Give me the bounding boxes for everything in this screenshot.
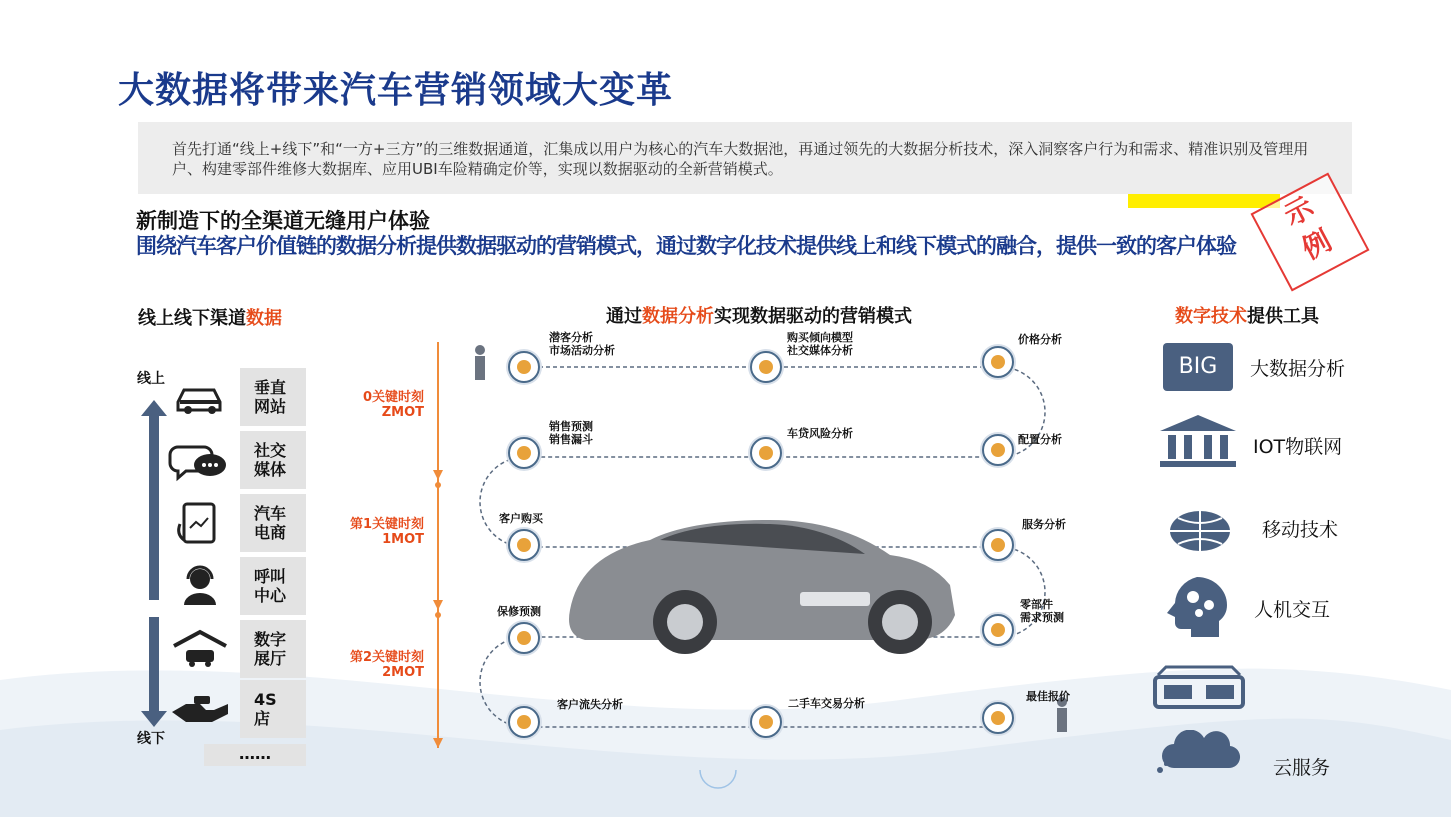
tools-heading-highlight: 数字技术 — [1175, 306, 1247, 327]
flow-node-line: 客户流失分析 — [557, 698, 623, 711]
flow-node-line: 服务分析 — [1022, 518, 1066, 531]
tool-label: 大数据分析 — [1250, 358, 1346, 380]
flow-node-icon — [508, 529, 540, 561]
channel-name: 4S店 — [240, 680, 306, 738]
car-illustration — [569, 520, 955, 654]
moment-2mot: 第2关键时刻 2MOT — [349, 650, 424, 680]
flow-node-label — [1018, 333, 1062, 346]
flow-node-line: 需求预测 — [1020, 611, 1064, 624]
flow-node-label — [1026, 690, 1070, 703]
flow-node-icon — [750, 706, 782, 738]
flow-node-line: 零部件 — [1020, 598, 1053, 611]
node-dot — [991, 623, 1005, 637]
tablet-touch-icon — [160, 494, 240, 552]
flow-node-line: 市场活动分析 — [549, 344, 615, 357]
flow-node-icon — [508, 437, 540, 469]
flow-node-line: 销售预测 — [549, 420, 593, 433]
node-dot — [517, 360, 531, 374]
analysis-heading-suffix: 实现数据驱动的营销模式 — [714, 306, 912, 327]
offline-label: 线下 — [137, 731, 165, 747]
flow-node-label — [497, 605, 541, 618]
tool-label: IOT物联网 — [1253, 436, 1343, 458]
node-dot — [991, 538, 1005, 552]
flow-node-line: 销售漏斗 — [549, 433, 593, 446]
intro-text: 首先打通“线上+线下”和“一方+三方”的三维数据通道，汇集成以用户为核心的汽车大数据池，再通过领先的大数据分析技术，深入洞察客户行为和需求、精准识别及管理用户、构建零部件维修大数据库、应用UBI车险精确定价等，实现以数据驱动的全新营销模式。 — [172, 140, 1309, 178]
channel-name: 汽车电商 — [240, 494, 306, 552]
flow-node-icon — [508, 351, 540, 383]
channels-heading-highlight: 数据 — [246, 308, 282, 329]
channel-row — [160, 620, 306, 678]
flow-node-line: 配置分析 — [1018, 433, 1062, 446]
page-title: 大数据将带来汽车营销领域大变革 — [118, 70, 674, 111]
flow-node-icon — [982, 529, 1014, 561]
flow-node-icon — [750, 437, 782, 469]
headset-icon — [160, 557, 240, 615]
flow-node-label — [787, 427, 853, 440]
flow-node-line: 保修预测 — [497, 605, 541, 618]
flow-node-label — [788, 697, 865, 710]
analysis-heading — [606, 302, 912, 328]
flow-node-icon — [982, 702, 1014, 734]
tools-heading-suffix: 提供工具 — [1247, 306, 1319, 327]
channel-row — [160, 368, 306, 426]
flow-node-icon — [982, 434, 1014, 466]
tool-label: 人机交互 — [1254, 599, 1331, 621]
channel-row — [160, 557, 306, 615]
node-dot — [759, 360, 773, 374]
flow-node-label — [1018, 433, 1062, 446]
channel-name: 社交媒体 — [240, 431, 306, 489]
bank-building-icon — [1158, 413, 1238, 469]
node-dot — [759, 446, 773, 460]
section-subtitle: 新制造下的全渠道无缝用户体验 — [136, 209, 430, 233]
channel-name: 呼叫中心 — [240, 557, 306, 615]
flow-node-label — [499, 512, 543, 525]
analysis-flow — [440, 330, 1130, 770]
node-dot — [517, 538, 531, 552]
analysis-heading-highlight: 数据分析 — [642, 306, 714, 327]
node-dot — [991, 711, 1005, 725]
flow-node-label — [549, 331, 615, 357]
flow-node-label — [557, 698, 623, 711]
moment-zmot: 0关键时刻 ZMOT — [362, 390, 424, 420]
flow-node-line: 最佳报价 — [1026, 690, 1070, 703]
channel-row — [160, 431, 306, 489]
flow-node-line: 车贷风险分析 — [787, 427, 853, 440]
node-dot — [991, 443, 1005, 457]
channel-row — [160, 680, 306, 738]
node-dot — [517, 631, 531, 645]
channel-name: 垂直网站 — [240, 368, 306, 426]
node-dot — [991, 355, 1005, 369]
flow-node-line: 二手车交易分析 — [788, 697, 865, 710]
section-description: 围绕汽车客户价值链的数据分析提供数据驱动的营销模式，通过数字化技术提供线上和线下模式的融合，提供一致的客户体验 — [136, 234, 1236, 258]
channel-row — [160, 494, 306, 552]
big-data-icon: BIG — [1163, 343, 1233, 391]
flow-node-line: 社交媒体分析 — [787, 344, 853, 357]
car-icon — [160, 368, 240, 426]
channels-heading — [138, 304, 282, 330]
flow-node-icon — [982, 346, 1014, 378]
analysis-heading-prefix: 通过 — [606, 306, 642, 327]
stamp-char-2: 例 — [1296, 223, 1337, 266]
flow-node-line: 客户购买 — [499, 512, 543, 525]
flow-node-label — [1022, 518, 1066, 531]
showroom-icon — [160, 620, 240, 678]
channels-heading-text: 线上线下渠道 — [138, 308, 246, 329]
globe-icon — [1168, 508, 1232, 554]
person-icon — [475, 345, 485, 380]
moment-1mot: 第1关键时刻 1MOT — [349, 517, 424, 547]
tool-label: 云服务 — [1273, 757, 1331, 779]
tool-label: 移动技术 — [1262, 519, 1339, 541]
flow-node-label — [787, 331, 853, 357]
chat-bubbles-icon — [160, 431, 240, 489]
flow-node-line: 价格分析 — [1018, 333, 1062, 346]
brain-gears-icon — [1163, 575, 1233, 639]
flow-node-line: 潜客分析 — [549, 331, 593, 344]
flow-node-icon — [982, 614, 1014, 646]
node-dot — [517, 446, 531, 460]
cloud-icon — [1152, 730, 1246, 776]
highlight-strip — [1128, 194, 1280, 208]
flow-node-label — [1020, 598, 1064, 624]
stamp-char-1: 示 — [1278, 190, 1320, 233]
flow-node-icon — [750, 351, 782, 383]
flow-node-icon — [508, 706, 540, 738]
flow-node-label — [549, 420, 593, 446]
online-label: 线上 — [137, 371, 165, 387]
flow-node-icon — [508, 622, 540, 654]
channel-name: 数字展厅 — [240, 620, 306, 678]
flow-node-line: 购买倾向模型 — [787, 331, 853, 344]
vr-glasses-icon — [1152, 665, 1246, 711]
node-dot — [759, 715, 773, 729]
handshake-car-icon — [160, 680, 240, 738]
node-dot — [517, 715, 531, 729]
tools-heading — [1175, 302, 1319, 328]
more-channels: …… — [204, 744, 306, 766]
